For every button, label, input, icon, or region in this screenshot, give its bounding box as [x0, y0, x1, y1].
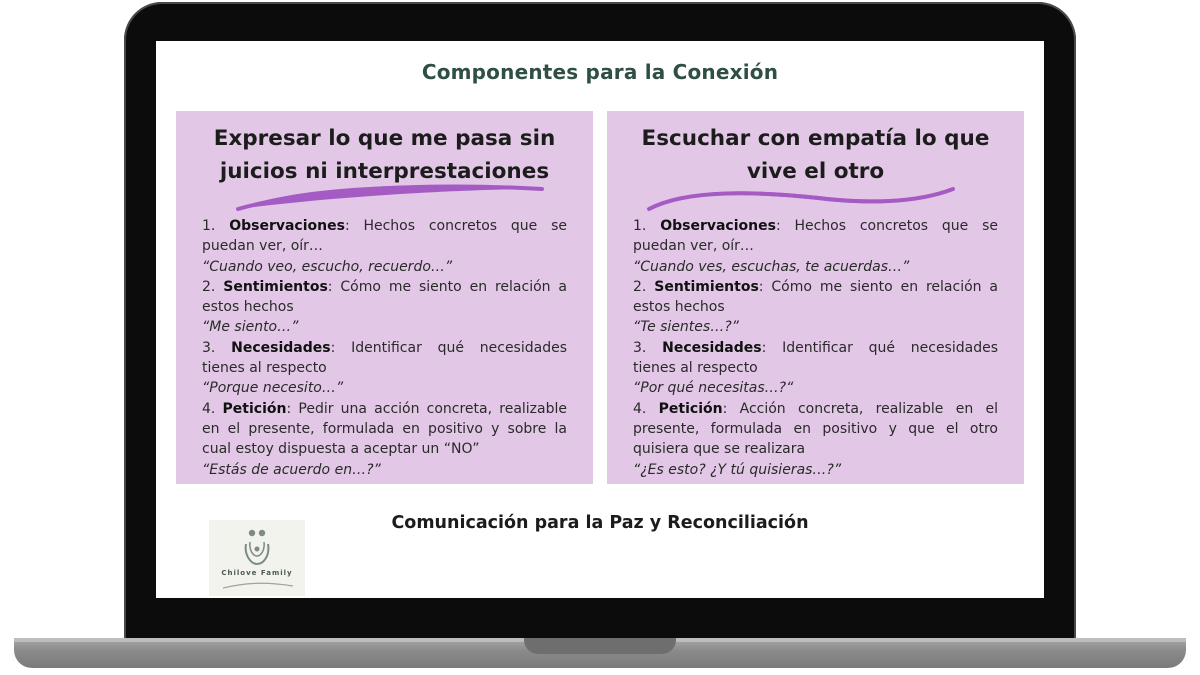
item-example: “Estás de acuerdo en…?” — [202, 461, 381, 478]
logo-text: Chilove Family — [221, 569, 293, 577]
item-example: “Porque necesito…” — [202, 380, 344, 397]
laptop-notch — [524, 638, 676, 654]
panel-escuchar — [607, 111, 1024, 484]
list-item: 1. Observaciones: Hechos concretos que se puedan ver, oír… — [633, 218, 998, 255]
list-item: 3. Necesidades: Identificar qué necesidades tienes al respecto — [202, 339, 567, 377]
item-term: Sentimientos — [223, 278, 328, 295]
item-term: Sentimientos — [654, 278, 759, 295]
item-example: “Me siento…” — [202, 319, 299, 336]
list-item: 4. Petición: Pedir una acción concreta, realizable en el presente, formulada en positivo y sobre la cual estoy dispuesta a aceptar un “NO” — [202, 400, 567, 458]
item-example: “Cuando ves, escuchas, te acuerdas…” — [633, 258, 910, 275]
list-item: 4. Petición: Acción concreta, realizable en el presente, formulada en positivo y que el otro quisiera que se realizara — [633, 400, 998, 458]
item-term: Petición — [222, 400, 287, 417]
item-example: “¿Es esto? ¿Y tú quisieras…?” — [633, 461, 842, 478]
item-term: Petición — [658, 400, 723, 417]
slide-title: Componentes para la Conexión — [421, 60, 779, 84]
item-example: “Te sientes…?” — [633, 319, 739, 336]
list-item: 2. Sentimientos: Cómo me siento en relación a estos hechos — [202, 278, 568, 316]
heading-line-1: Expresar lo que me pasa sin — [213, 126, 556, 151]
item-example: “Por qué necesitas…?“ — [633, 380, 794, 397]
heading-line-2: juicios ni interprestaciones — [219, 159, 550, 184]
heading-line-1: Escuchar con empatía lo que — [641, 126, 990, 151]
list-item: 2. Sentimientos: Cómo me siento en relación a estos hechos — [633, 278, 999, 316]
item-term: Necesidades — [231, 339, 331, 356]
item-term: Necesidades — [662, 339, 762, 356]
list-item: 3. Necesidades: Identificar qué necesidades tienes al respecto — [633, 339, 998, 377]
list-item: 1. Observaciones: Hechos concretos que se puedan ver, oír… — [202, 218, 567, 255]
item-term: Observaciones — [660, 218, 776, 234]
panel-body — [202, 216, 567, 480]
swoosh-underline — [607, 177, 1024, 217]
panel-body — [633, 216, 998, 480]
heading-line-2: vive el otro — [746, 159, 885, 184]
panel-expresar — [176, 111, 593, 484]
item-example: “Cuando veo, escucho, recuerdo…” — [202, 258, 453, 275]
footer-title: Comunicación para la Paz y Reconciliación — [391, 513, 809, 533]
swoosh-underline — [176, 177, 593, 217]
laptop-screen — [156, 41, 1044, 598]
item-term: Observaciones — [229, 218, 345, 234]
